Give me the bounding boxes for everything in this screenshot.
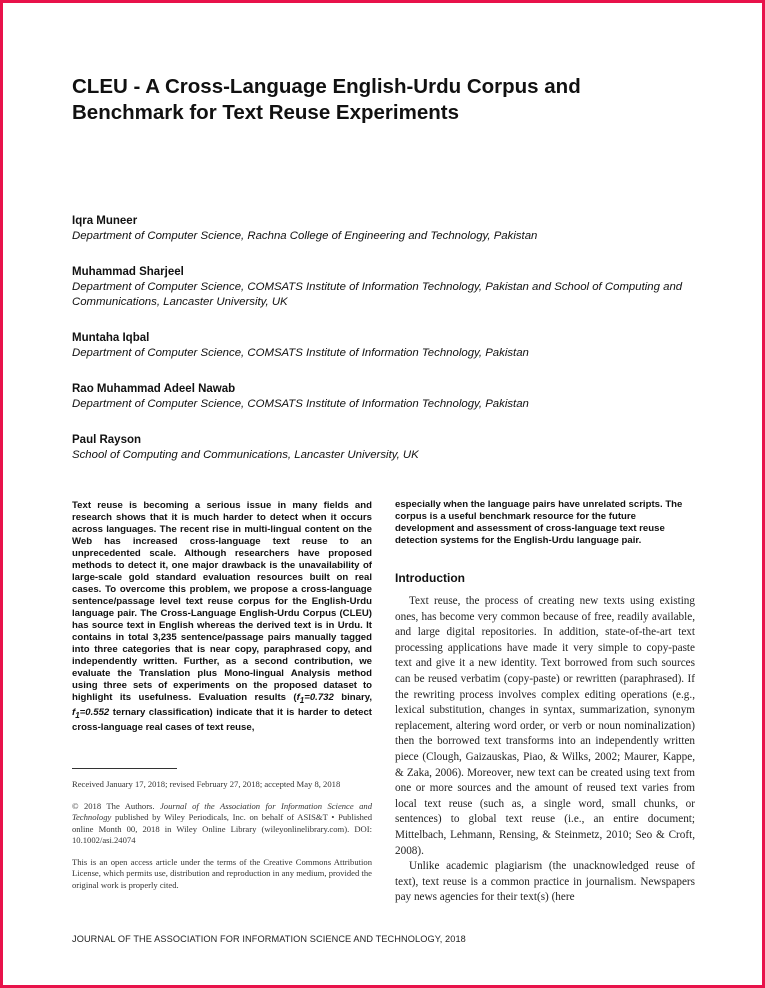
journal-footer: JOURNAL OF THE ASSOCIATION FOR INFORMATION SCIENCE AND TECHNOLOGY, 2018 xyxy=(72,934,466,944)
f1-symbol: f xyxy=(72,706,76,718)
author-block xyxy=(72,382,712,412)
author-affiliation: Department of Computer Science, Rachna College of Engineering and Technology, Pakistan xyxy=(72,230,538,242)
author-list xyxy=(72,214,712,484)
intro-paragraph: Text reuse, the process of creating new texts using existing ones, has become very common because of free, readily available, and large digital repositories. In addition, state-of-the-art text processing applications have made it very simple to copy-paste text and give it a new identity. Text borrowed from such sources can be reused verbatim (copy-paste) or rewritten (paraphrased). If the rewriting process involves complex editing operations (e.g., lexical substitution, changes in syntax, summarization, synonym replacement, altering word order, or verb or noun nominalization) then the borrowed text transforms into an independently written piece (Clough, Gaizauskas, Piao, & Wilks, 2002; Maurer, Kappe, & Zaka, 2006). Moreover, new text can be created using text from one or more sources and the amount of reused text varies from local text reuse (such as, a single word, small chunks, or sentences) to global text reuse (i.e., an entire document; Mittelbach, Lehmann, Rensing, & Steinmetz, 2010; Seo & Croft, 2008). xyxy=(395,595,695,857)
copyright-note xyxy=(72,801,372,847)
intro-paragraph: Unlike academic plagiarism (the unacknowledged reuse of text), text reuse is a common practice in journalism. Newspapers pay news agencies for their text(s) (here xyxy=(395,860,695,904)
footnote-divider xyxy=(72,768,177,769)
abstract-part1: Text reuse is becoming a serious issue in many fields and research shows that it is much harder to detect when it occurs across languages. The recent rise in multi-lingual content on the Web has increased cross-language text reuse to an unprecedented scale. Although researchers have proposed methods to detect it, one major drawback is the unavailability of large-scale gold standard evaluation resources built on real cases. To overcome this problem, we propose a cross-language sentence/passage level text reuse corpus for the English-Urdu language pair. The Cross-Language English-Urdu Corpus (CLEU) has source text in English whereas the derived text is in Urdu. It contains in total 3,235 sentence/passage pairs manually tagged into three categories that is near copy, paraphrased copy, and independently written. Further, as a second contribution, we evaluate the Translation plus Mono-lingual Analysis method using three sets of experiments on the proposed dataset to highlight its usefulness. Evaluation results ( xyxy=(72,500,372,703)
f1-binary-value: =0.732 xyxy=(304,692,334,703)
copyright-details: published by Wiley Periodicals, Inc. on behalf of ASIS&T • Published online Month 00, 2018 in Wiley Online Library (wileyonlinelibrary.com). DOI: 10.1002/asi.24074 xyxy=(72,812,372,845)
author-block xyxy=(72,433,712,463)
author-block xyxy=(72,214,712,244)
copyright-prefix: © 2018 The Authors. xyxy=(72,800,160,811)
abstract-binary-text: binary, xyxy=(333,692,372,703)
paper-title: CLEU - A Cross-Language English-Urdu Corpus and Benchmark for Text Reuse Experiments xyxy=(72,75,581,124)
author-name: Iqra Muneer xyxy=(72,215,138,227)
author-affiliation: Department of Computer Science, COMSATS Institute of Information Technology, Pakistan xyxy=(72,347,529,359)
author-name: Muhammad Sharjeel xyxy=(72,266,184,278)
author-affiliation: School of Computing and Communications, Lancaster University, UK xyxy=(72,449,419,461)
author-name: Rao Muhammad Adeel Nawab xyxy=(72,383,236,395)
f1-ternary-value: =0.552 xyxy=(79,706,110,718)
license-note: This is an open access article under the terms of the Creative Commons Attribution License, which permits use, distribution and reproduction in any medium, provided the original work is properly cited. xyxy=(72,856,372,890)
introduction-body xyxy=(395,594,695,906)
author-affiliation: Department of Computer Science, COMSATS Institute of Information Technology, Pakistan and School of Computing and Communications, Lancaster University, UK xyxy=(72,281,683,308)
f1-subscript: 1 xyxy=(299,695,305,705)
f1-subscript: 1 xyxy=(75,710,80,720)
author-block xyxy=(72,265,712,310)
footnotes xyxy=(72,768,372,901)
section-heading-introduction: Introduction xyxy=(395,571,465,585)
author-name: Paul Rayson xyxy=(72,434,142,446)
abstract-ternary-text: ternary classification) indicate that it is harder to detect cross-language real cases of text reuse, xyxy=(72,706,372,733)
abstract-continuation: especially when the language pairs have unrelated scripts. The corpus is a useful benchmark resource for the future development and assessment of cross-language text reuse detection systems for the English-Urdu language pair. xyxy=(395,499,683,546)
author-affiliation: Department of Computer Science, COMSATS Institute of Information Technology, Pakistan xyxy=(72,398,529,410)
author-block xyxy=(72,331,712,361)
received-dates: Received January 17, 2018; revised February 27, 2018; accepted May 8, 2018 xyxy=(72,779,341,789)
f1-symbol: f xyxy=(296,692,300,703)
abstract-text xyxy=(72,500,372,734)
journal-name: Journal of the Association for Information Science and Technology xyxy=(72,800,372,822)
author-name: Muntaha Iqbal xyxy=(72,332,150,344)
